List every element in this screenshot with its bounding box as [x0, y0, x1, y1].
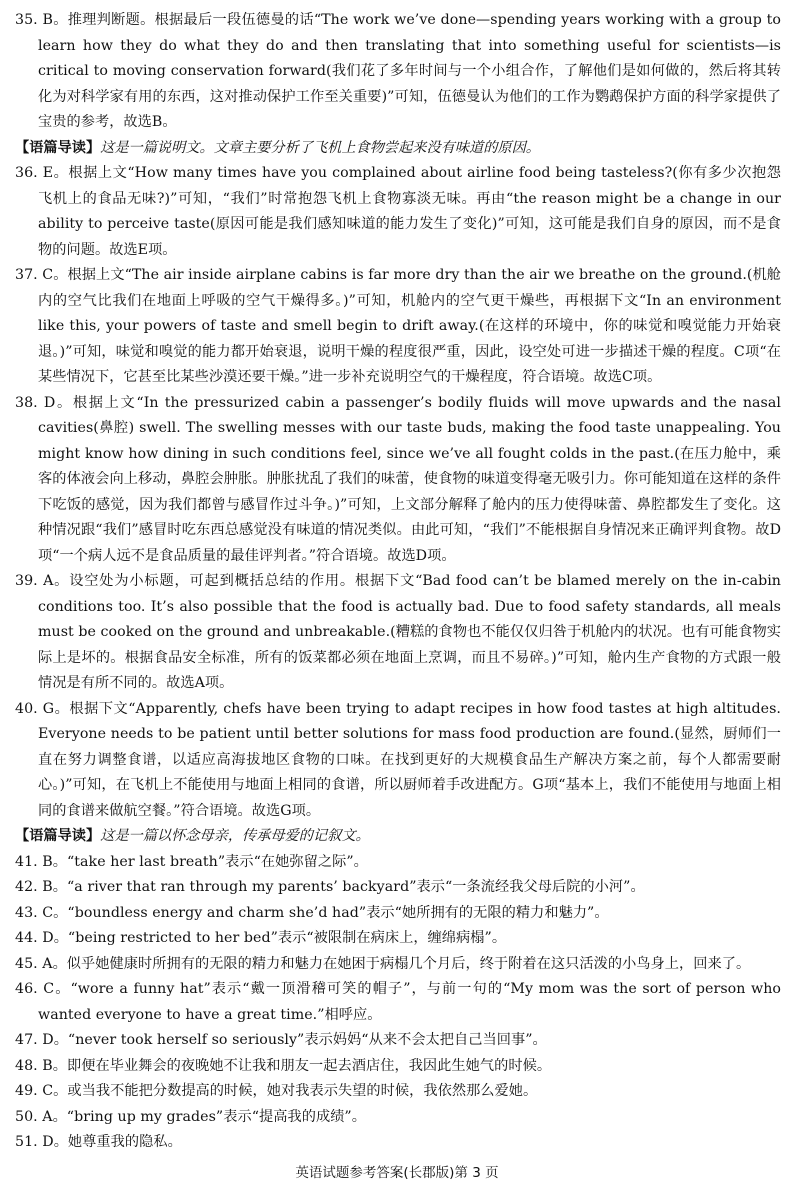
answer-item: 36. E。根据上文“How many times have you complained about airline food being tasteless?(你有多少次抱怨飞机上的食品无味?)”可知，“我们”时常抱怨飞机上食物寡淡无味。再由“the reason might be a change in our ability to perceive taste(原因可能是我们感知味道的能力发生了变化)”可知，这可能是我们自身的原因，而不是食物的问题。故选E项。 [15, 165, 781, 258]
guide-tag: 【语篇导读】 [15, 828, 101, 844]
answer-group-36-40 [15, 161, 781, 824]
passage-guide-2 [15, 824, 781, 850]
answer-group-35 [15, 8, 781, 136]
answer-item: 43. C。“boundless energy and charm she’d had”表示“她所拥有的无限的精力和魅力”。 [15, 904, 609, 921]
answer-item: 49. C。或当我不能把分数提高的时候，她对我表示失望的时候，我依然那么爱她。 [15, 1083, 538, 1099]
answer-item: 40. G。根据下文“Apparently, chefs have been trying to adapt recipes in how food tastes at high altitudes. Everyone needs to be patient until better solutions for mass food production are found.(显然，厨师们一直在努力调整食谱，以适应高海拔地区食物的口味。在找到更好的大规模食品生产解决方案之前，每个人都需要耐心。)”可知，在飞机上不能使用与地面上相同的食谱，所以厨师着手改进配方。G项“基本上，我们不能使用与地面上相同的食谱来做航空餐。”符合语境。故选G项。 [15, 700, 781, 819]
guide-text: 这是一篇以怀念母亲，传承母爱的记叙文。 [100, 828, 370, 844]
guide-tag: 【语篇导读】 [15, 139, 101, 156]
answer-item: 37. C。根据上文“The air inside airplane cabins is far more dry than the air we breathe on the ground.(机舱内的空气比我们在地面上呼吸的空气干燥得多。)”可知，机舱内的空气更干燥些，再根据下文“In an environment like this, your powers of taste and smell begin to drift away.(在这样的环境中，你的味觉和嗅觉能力开始衰退。)”可知，味觉和嗅觉的能力都开始衰退，说明干燥的程度很严重，因此，设空处可进一步描述干燥的程度。C项“在某些情况下，它甚至比某些沙漠还要干燥。”进一步补充说明空气的干燥程度，符合语境。故选C项。 [15, 267, 781, 385]
answer-page [15, 8, 781, 1158]
answer-item: 48. B。即便在毕业舞会的夜晚她不让我和朋友一起去酒店住，我因此生她气的时候。 [15, 1057, 552, 1074]
answer-group-41-52 [15, 850, 781, 1159]
answer-item: 38. D。根据上文“In the pressurized cabin a passenger’s bodily fluids will move upwards and the nasal cavities(鼻腔) swell. The swelling messes with our taste buds, making the food taste unappealing. You might know how dining in such conditions feel, since we’ve all fought colds in the past.(在压力舱中，乘客的体液会向上移动，鼻腔会肿胀。肿胀扰乱了我们的味蕾，使食物的味道变得毫无吸引力。你可能知道在这样的条件下吃饭的感觉，因为我们都曾与感冒作过斗争。)”可知，上文部分解释了舱内的压力使得味蕾、鼻腔都发生了变化。这种情况跟“我们”感冒时吃东西总感觉没有味道的情况类似。由此可知，“我们”不能根据自身情况来正确评判食物。故D项“一个病人远不是食品质量的最佳评判者。”符合语境。故选D项。 [15, 394, 781, 564]
answer-item: 42. B。“a river that ran through my parents’ backyard”表示“一条流经我父母后院的小河”。 [15, 879, 645, 895]
answer-item: 41. B。“take her last breath”表示“在她弥留之际”。 [15, 853, 368, 870]
answer-item: 46. C。“wore a funny hat”表示“戴一顶滑稽可笑的帽子”，与前一句的“My mom was the sort of person who wanted everyone to have a great time.”相呼应。 [15, 981, 781, 1023]
page-footer: 英语试题参考答案(长郡版)第 3 页 [295, 1165, 499, 1181]
answer-item: 35. B。推理判断题。根据最后一段伍德曼的话“The work we’ve done—spending years working with a group to learn how they do what they do and then translating that into something useful for scientists—is critical to moving conservation forward(我们花了多年时间与一个小组合作，了解他们是如何做的，然后将其转化为对科学家有用的东西，这对推动保护工作至关重要)”可知，伍德曼认为他们的工作为鹦鹉保护方面的科学家提供了宝贵的参考，故选B。 [15, 12, 781, 130]
answer-item: 45. A。似乎她健康时所拥有的无限的精力和魅力在她困于病榻几个月后，终于附着在这只活泼的小鸟身上，回来了。 [15, 955, 751, 972]
answer-item: 50. A。“bring up my grades”表示“提高我的成绩”。 [15, 1108, 366, 1125]
answer-item: 51. D。她尊重我的隐私。 [15, 1134, 182, 1150]
passage-guide-1 [15, 136, 781, 162]
answer-item: 44. D。“being restricted to her bed”表示“被限制在病床上，缠绵病榻”。 [15, 930, 507, 946]
guide-text: 这是一篇说明文。文章主要分析了飞机上食物尝起来没有味道的原因。 [100, 139, 540, 156]
answer-item: 39. A。设空处为小标题，可起到概括总结的作用。根据下文“Bad food can’t be blamed merely on the in-cabin conditions too. It’s also possible that the food is actually bad. Due to food safety standards, all meals must be cooked on the ground and unbreakable.(糟糕的食物也不能仅仅归咎于机舱内的状况。也有可能食物实际上是坏的。根据食品安全标准，所有的饭菜都必须在地面上烹调，而且不易碎。)”可知，舱内生产食物的方式跟一般情况是有所不同的。故选A项。 [15, 573, 781, 691]
answer-item [15, 1156, 781, 1159]
answer-item: 47. D。“never took herself so seriously”表示妈妈“从来不会太把自己当回事”。 [15, 1032, 547, 1048]
